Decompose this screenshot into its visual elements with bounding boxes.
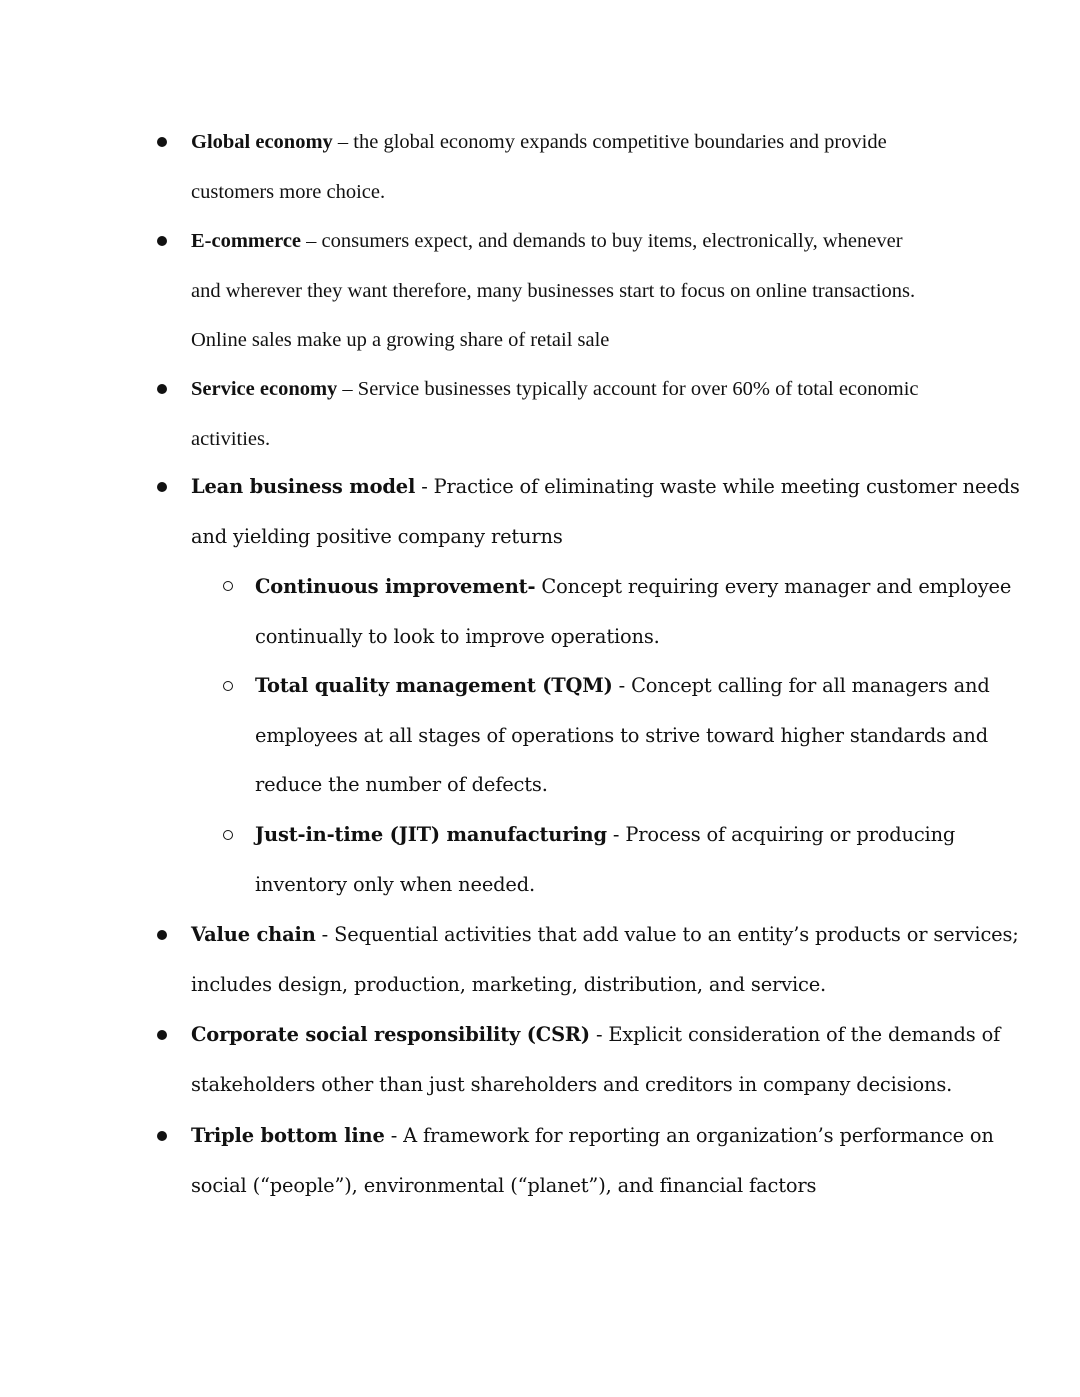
bullet-icon [157, 236, 167, 246]
item-term: Service economy [191, 378, 338, 400]
sub-item-continuous-improvement [255, 572, 1012, 671]
item-line: continually to look to improve operations. [255, 624, 660, 648]
item-text: Concept calling for all managers and [631, 674, 990, 697]
item-line [191, 127, 971, 177]
item-text: Practice of eliminating waste while meeting customer needs [433, 475, 1020, 498]
item-term: E-commerce [191, 230, 302, 252]
item-line: activities. [191, 427, 271, 450]
item-line [191, 374, 971, 424]
item-term: Just-in-time (JIT) manufacturing [255, 823, 607, 846]
item-term: Global economy [191, 131, 333, 153]
item-line: and wherever they want therefore, many businesses start to focus on online transactions. [191, 279, 916, 302]
item-line: stakeholders other than just shareholders and creditors in company decisions. [191, 1072, 953, 1096]
item-line: social (“people”), environmental (“planet”), and financial factors [191, 1173, 817, 1197]
item-line: and yielding positive company returns [191, 524, 563, 548]
item-line [191, 226, 971, 276]
bullet-icon [157, 930, 167, 940]
item-line [191, 1121, 994, 1171]
item-separator: - [612, 674, 632, 697]
item-text: A framework for reporting an organization’s performance on [403, 1124, 994, 1147]
item-line [191, 1020, 1001, 1070]
item-separator: - [315, 923, 335, 946]
item-text: Sequential activities that add value to an entity’s products or services; [334, 923, 1019, 946]
bullet-icon [157, 1131, 167, 1141]
list-item-lean-business-model [191, 472, 1020, 571]
item-term: Continuous improvement- [255, 575, 536, 598]
item-line: inventory only when needed. [255, 872, 536, 896]
item-term: Total quality management (TQM) [255, 674, 613, 697]
list-item-e-commerce [191, 226, 971, 375]
item-term: Triple bottom line [191, 1124, 385, 1147]
item-separator: - [606, 823, 626, 846]
item-separator: – [301, 230, 322, 252]
item-line: customers more choice. [191, 180, 386, 203]
item-separator: – [332, 131, 354, 153]
item-text: the global economy expands competitive boundaries and provide [353, 131, 887, 153]
list-item-value-chain [191, 920, 1019, 1019]
list-item-service-economy [191, 374, 971, 473]
bullet-icon [157, 1030, 167, 1040]
item-text: Explicit consideration of the demands of [608, 1023, 1001, 1046]
item-text: consumers expect, and demands to buy items, electronically, whenever [321, 230, 903, 252]
bullet-icon [157, 384, 167, 394]
item-line [191, 920, 1019, 970]
item-line: employees at all stages of operations to strive toward higher standards and [255, 723, 988, 747]
sub-bullet-icon [223, 830, 233, 840]
sub-item-just-in-time [255, 820, 980, 919]
item-separator: – [337, 378, 358, 400]
item-text: Concept requiring every manager and employee [541, 575, 1012, 598]
item-line: includes design, production, marketing, distribution, and service. [191, 972, 827, 996]
bullet-icon [157, 137, 167, 147]
item-line: reduce the number of defects. [255, 773, 548, 796]
sub-bullet-icon [223, 581, 233, 591]
sub-item-total-quality-management [255, 671, 990, 820]
bullet-icon [157, 482, 167, 492]
item-term: Value chain [191, 923, 316, 946]
item-line [255, 671, 990, 721]
list-item-triple-bottom-line [191, 1121, 994, 1220]
item-text: Process of acquiring or producing [625, 823, 956, 846]
item-text: Service businesses typically account for over 60% of total economic [357, 378, 919, 400]
item-line [255, 572, 1012, 622]
item-line [191, 472, 1020, 522]
item-line: Online sales make up a growing share of retail sale [191, 329, 610, 351]
item-separator: - [384, 1124, 404, 1147]
list-item-corporate-social-responsibility [191, 1020, 1001, 1119]
item-separator: - [415, 475, 434, 498]
sub-bullet-icon [223, 681, 233, 691]
item-line [255, 820, 980, 870]
item-term: Lean business model [191, 475, 416, 498]
item-term: Corporate social responsibility (CSR) [191, 1023, 590, 1046]
item-separator: - [589, 1023, 609, 1046]
list-item-global-economy [191, 127, 971, 226]
